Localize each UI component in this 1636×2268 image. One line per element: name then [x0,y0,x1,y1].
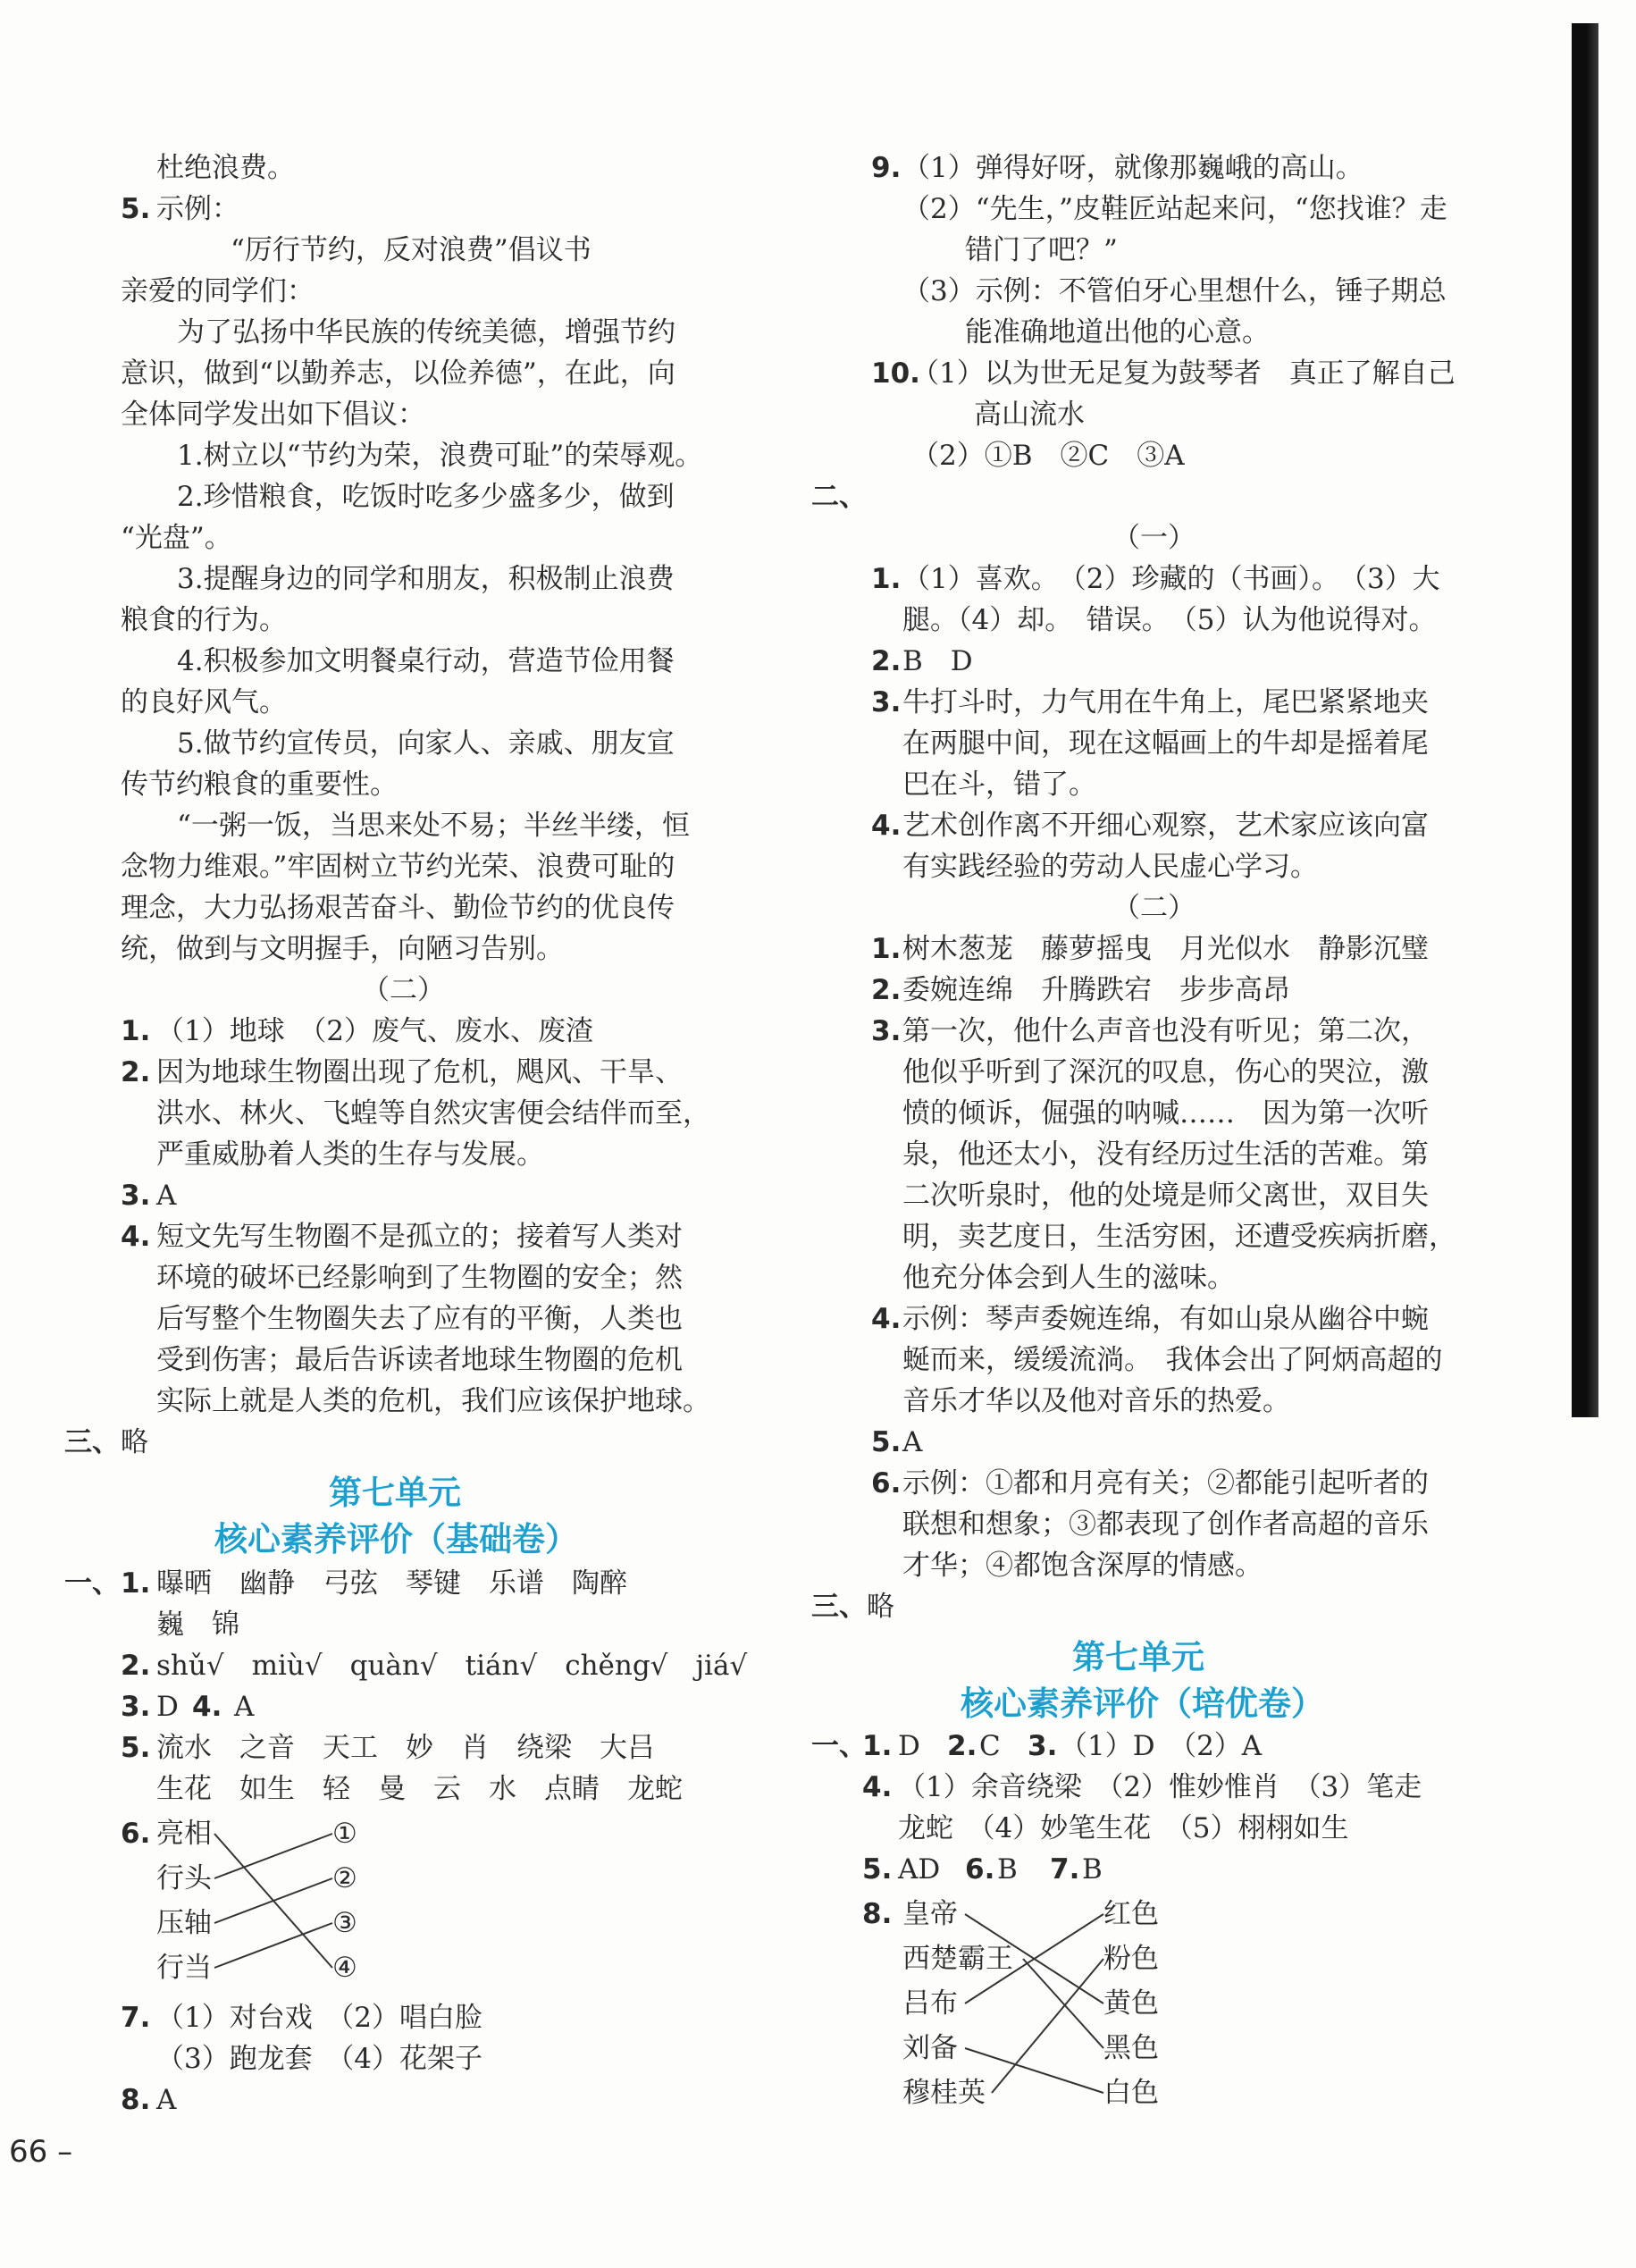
match-right-item: ③ [332,1907,357,1939]
unit-subtitle: 核心素养评价（培优卷） [961,1684,1324,1723]
text-line: 艺术创作离不开细心观察，艺术家应该向富 [902,810,1429,842]
text-line: 蜒而来，缓缓流淌。 我体会出了阿炳高超的 [902,1344,1443,1376]
text-line: 严重威胁着人类的生存与发展。 [156,1138,544,1171]
match-right-item: ① [332,1818,357,1850]
match-left-item: 亮相 [156,1818,212,1850]
question-number: 1. [121,1015,151,1047]
text-line: D [898,1730,920,1762]
question-number: 5. [862,1853,893,1886]
text-line: 泉，他还太小，没有经历过生活的苦难。第 [902,1138,1429,1171]
text-line: （1）以为世无足复为鼓琴者 真正了解自己 [911,357,1456,390]
text-line: 二次听泉时，他的处境是师父离世，双目失 [902,1180,1429,1212]
section-number: 三、 [64,1426,120,1458]
question-number: 6. [121,1818,151,1850]
match-left-item: 行当 [156,1952,212,1984]
match-left-item: 穆桂英 [902,2077,986,2109]
text-line: 龙蛇 （4）妙笔生花 （5）栩栩如生 [898,1812,1349,1844]
text-line: 示例：①都和月亮有关；②都能引起听者的 [902,1467,1429,1499]
text-line: 联想和想象；③都表现了创作者高超的音乐 [902,1508,1429,1541]
text-line: D [156,1691,179,1723]
unit-subtitle: 核心素养评价（基础卷） [214,1520,578,1558]
text-line: 巍 锦 [156,1609,239,1641]
question-number: 9. [871,152,902,184]
question-number: 5. [871,1426,902,1458]
section-number: 二、 [811,481,867,513]
text-line: 曝晒 幽静 弓弦 琴键 乐谱 陶醉 [156,1567,627,1600]
text-line: （2）“先生，”皮鞋匠站起来问，“您找谁？走 [902,193,1447,225]
text-line: 4.积极参加文明餐桌行动，营造节俭用餐 [177,645,675,677]
text-line: B D [902,645,973,677]
text-line: 洪水、林火、飞蝗等自然灾害便会结伴而至， [156,1097,710,1130]
text-line: 第一次，他什么声音也没有听见；第二次， [902,1015,1429,1047]
text-line: A [902,1426,923,1458]
text-line: C [979,1730,1001,1762]
text-line: 受到伤害；最后告诉读者地球生物圈的危机 [156,1344,683,1376]
question-number: 2. [121,1056,151,1088]
text-line: AD [898,1853,941,1886]
text-line: 高山流水 [974,399,1085,431]
question-number: 8. [121,2084,151,2116]
text-line: 示例：琴声委婉连绵，有如山泉从幽谷中蜿 [902,1303,1429,1335]
text-line: 传节约粮食的重要性。 [121,769,398,801]
text-line: 略 [867,1591,894,1623]
pinyin-line: shǔ√ miù√ quàn√ tián√ chěng√ jiá√ [156,1650,748,1682]
text-line: 略 [121,1426,148,1458]
text-line: 在两腿中间，现在这幅画上的牛却是摇着尾 [902,727,1429,760]
question-number: 1. [871,933,902,965]
text-line: 牛打斗时，力气用在牛角上，尾巴紧紧地夹 [902,686,1429,718]
text-line: 实际上就是人类的危机，我们应该保护地球。 [156,1385,710,1417]
text-line: A [156,2084,177,2116]
question-number: 4. [871,810,902,842]
match-left-item: 皇帝 [902,1898,958,1930]
question-number: 4. [871,1303,902,1335]
text-line: 流水 之音 天工 妙 肖 绕梁 大吕 [156,1732,655,1764]
text-line: 他似乎听到了深沉的叹息，伤心的哭泣，激 [902,1056,1429,1088]
unit-title: 第七单元 [1072,1638,1204,1676]
text-line: 明，卖艺度日，生活穷困，还遭受疾病折磨， [902,1221,1456,1253]
question-number: 5. [121,193,151,225]
match-right-item: 白色 [1103,2077,1159,2109]
question-number: 1. [871,563,902,595]
text-line: 能准确地道出他的心意。 [965,316,1270,349]
question-number: 3. [871,686,902,718]
text-line: 树木葱茏 藤萝摇曳 月光似水 静影沉璧 [902,933,1429,965]
match-right-item: 黄色 [1103,1987,1159,2020]
text-line: 3.提醒身边的同学和朋友，积极制止浪费 [177,563,675,595]
match-right-item: ④ [332,1952,357,1984]
text-line: （1）地球 （2）废气、废水、废渣 [156,1015,593,1047]
text-line: （3）示例：不管伯牙心里想什么，锤子期总 [902,275,1447,307]
text-line: 5.做节约宣传员，向家人、亲戚、朋友宣 [177,727,675,760]
text-line: （1）弹得好呀，就像那巍峨的高山。 [902,152,1363,184]
question-number: 1. [121,1567,151,1600]
text-line: “光盘”。 [121,522,232,554]
text-line: （1）对台戏 （2）唱白脸 [156,2002,482,2034]
text-line: 有实践经验的劳动人民虚心学习。 [902,851,1318,883]
text-line: 亲爱的同学们： [121,275,315,307]
text-line: 统，做到与文明握手，向陋习告别。 [121,933,564,965]
text-line: 腿。（4）却。 错误。 （5）认为他说得对。 [902,604,1437,636]
question-number: 6. [965,1853,995,1886]
text-line: 环境的破坏已经影响到了生物圈的安全；然 [156,1262,683,1294]
question-number: 5. [121,1732,151,1764]
text-line: 愤的倾诉，倔强的呐喊…… 因为第一次听 [902,1097,1429,1130]
text-line: 念物力维艰。”牢固树立节约光荣、浪费可耻的 [121,851,675,883]
text-line: 才华；④都饱含深厚的情感。 [902,1550,1263,1582]
text-line: （1）喜欢。 （2）珍藏的（书画）。 （3）大 [902,563,1440,595]
text-line: 的良好风气。 [121,686,287,718]
section-heading: （二） [362,974,445,1006]
match-right-item: ② [332,1862,357,1894]
text-line: 全体同学发出如下倡议： [121,399,425,431]
text-line: 1.树立以“节约为荣，浪费可耻”的荣辱观。 [177,440,703,472]
text-line: “一粥一饭，当思来处不易；半丝半缕，恒 [177,810,690,842]
text-line: 后写整个生物圈失去了应有的平衡，人类也 [156,1303,683,1335]
text-line: 示例： [156,193,239,225]
question-number: 1. [862,1730,893,1762]
question-number: 3. [1028,1730,1058,1762]
question-number: 2. [871,645,902,677]
section-number: 三、 [811,1591,867,1623]
match-left-item: 行头 [156,1862,212,1894]
text-line: 短文先写生物圈不是孤立的；接着写人类对 [156,1221,683,1253]
text-line: 委婉连绵 升腾跌宕 步步高昂 [902,974,1290,1006]
match-right-item: 红色 [1103,1898,1159,1930]
text-line: 因为地球生物圈出现了危机，飓风、干旱、 [156,1056,683,1088]
question-number: 10. [871,357,920,390]
question-number: 8. [862,1898,893,1930]
text-line: B [997,1853,1018,1886]
question-number: 4. [862,1771,893,1803]
match-line [992,1959,1103,2093]
question-number: 3. [121,1180,151,1212]
text-line: （1）余音绕梁 （2）惟妙惟肖 （3）笔走 [898,1771,1422,1803]
text-line: （1）D （2）A [1060,1730,1263,1762]
match-left-item: 西楚霸王 [902,1943,1013,1975]
question-number: 2. [947,1730,977,1762]
text-line: A [234,1691,255,1723]
text-line: 他充分体会到人生的滋味。 [902,1262,1235,1294]
text-line: 生花 如生 轻 曼 云 水 点睛 龙蛇 [156,1773,683,1805]
text-line: 巴在斗，错了。 [902,769,1096,801]
section-heading: （二） [1112,892,1196,924]
question-number: 3. [871,1015,902,1047]
question-number: 7. [1050,1853,1080,1886]
unit-title: 第七单元 [329,1474,461,1512]
match-left-item: 吕布 [902,1987,958,2020]
text-line: （3）跑龙套 （4）花架子 [156,2043,482,2075]
match-right-item: 粉色 [1103,1943,1159,1975]
page-number: 66 – [9,2134,73,2170]
proposal-title: “厉行节约，反对浪费”倡议书 [231,234,591,266]
section-heading: （一） [1112,522,1196,554]
text-line: A [156,1180,177,1212]
question-number: 3. [121,1691,151,1723]
text-line: 2.珍惜粮食，吃饭时吃多少盛多少，做到 [177,481,675,513]
text-line: 理念，大力弘扬艰苦奋斗、勤俭节约的优良传 [121,892,675,924]
match-left-item: 压轴 [156,1907,212,1939]
text-line: 意识，做到“以勤养志，以俭养德”，在此，向 [121,357,675,390]
match-right-item: 黑色 [1103,2032,1159,2064]
section-number: 一、 [64,1567,120,1600]
question-number: 2. [121,1650,151,1682]
text-line: 音乐才华以及他对音乐的热爱。 [902,1385,1290,1417]
text-line: B [1082,1853,1103,1886]
section-number: 一、 [811,1730,867,1762]
question-number: 4. [121,1221,151,1253]
question-number: 7. [121,2002,151,2034]
text-line: （2）①B ②C ③A [911,440,1185,472]
match-line [965,2048,1103,2093]
text-line: 为了弘扬中华民族的传统美德，增强节约 [177,316,675,349]
text-line: 杜绝浪费。 [156,152,295,184]
question-number: 2. [871,974,902,1006]
question-number: 6. [871,1467,902,1499]
text-line: 错门了吧？” [965,234,1118,266]
text-line: 粮食的行为。 [121,604,287,636]
match-left-item: 刘备 [902,2032,958,2064]
question-number: 4. [192,1691,222,1723]
